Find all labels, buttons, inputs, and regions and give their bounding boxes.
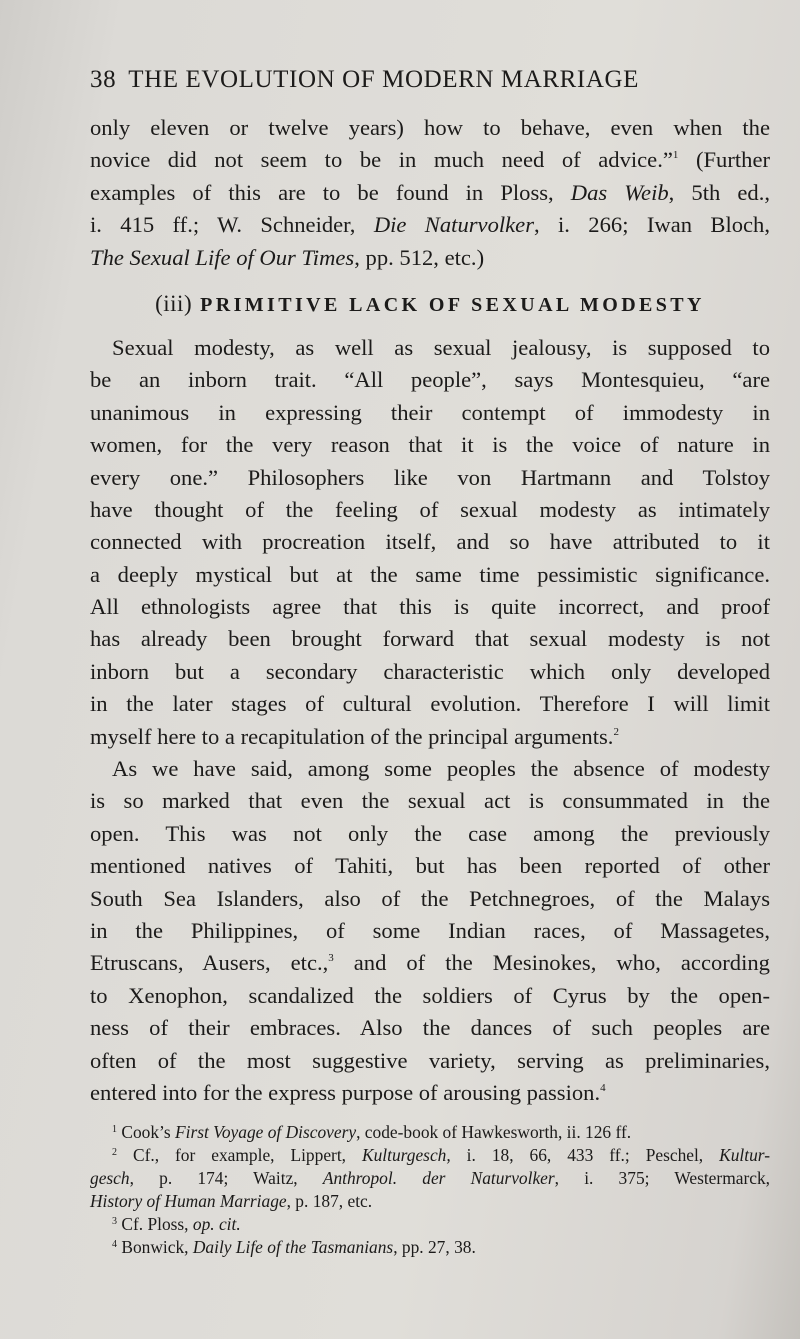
footnote-4 <box>90 1236 770 1259</box>
footnote-ref: 4 <box>600 1081 606 1094</box>
footnote-marker: 3 <box>112 1216 117 1228</box>
section-title: PRIMITIVE LACK OF SEXUAL MODESTY <box>200 293 705 316</box>
text-line: to Xenophon, scandalized the soldiers of Cyrus by the open- <box>90 982 770 1008</box>
book-title: Die Naturvolker <box>373 212 534 238</box>
text-run: , code-book of Hawkesworth, ii. 126 ff. <box>356 1122 632 1143</box>
text-run: , i. 375; Westermarck, <box>554 1168 770 1189</box>
text-run: , p. 174; Waitz, <box>129 1168 323 1189</box>
book-title: The Sexual Life of Our Times <box>90 244 355 270</box>
text-line: in the later stages of cultural evolution. Therefore I will limit <box>90 691 770 717</box>
text-run: myself here to a recapitulation of the principal arguments. <box>90 723 614 749</box>
footnote-ref: 2 <box>613 725 619 738</box>
text-line <box>90 721 770 753</box>
text-line: has already been brought forward that sexual modesty is not <box>90 626 770 652</box>
text-run: Cf. Ploss, <box>121 1214 193 1235</box>
book-title: History of Human Marriage <box>90 1191 287 1212</box>
text-line: women, for the very reason that it is the voice of nature in <box>90 432 770 458</box>
footnote-1 <box>90 1121 770 1144</box>
book-title: Anthropol. der Naturvolker <box>322 1168 555 1189</box>
running-head <box>90 62 770 98</box>
text-run: Cook’s <box>121 1122 175 1143</box>
text-line <box>90 947 770 979</box>
text-line <box>90 144 770 176</box>
text-run: i. 415 ff.; W. Schneider, <box>90 212 374 238</box>
book-title: Kultur- <box>719 1145 770 1166</box>
text-line: Sexual modesty, as well as sexual jealousy, is supposed to <box>112 334 770 360</box>
section-number: (iii) <box>155 290 193 316</box>
text-line <box>90 209 770 241</box>
running-title: THE EVOLUTION OF MODERN MARRIAGE <box>128 66 640 93</box>
text-run: , p. 187, etc. <box>286 1191 373 1212</box>
footnote-2-cont <box>90 1167 770 1190</box>
text-run: novice did not seem to be in much need of advice.” <box>90 147 673 173</box>
paragraph-sexual-modesty <box>90 332 770 753</box>
text-run: Etruscans, Ausers, etc., <box>90 950 329 976</box>
text-line: every one.” Philosophers like von Hartmann and Tolstoy <box>90 464 770 490</box>
footnote-ref: 1 <box>672 149 679 162</box>
paragraph-absence-of-modesty <box>90 753 770 1109</box>
footnote-2-cont <box>90 1190 770 1213</box>
text-line: inborn but a secondary characteristic which only developed <box>90 658 770 684</box>
text-line: All ethnologists agree that this is quite incorrect, and proof <box>90 594 770 620</box>
footnote-marker: 1 <box>112 1124 117 1136</box>
book-title: First Voyage of Discovery <box>175 1122 357 1143</box>
text-line <box>90 242 770 274</box>
text-run: (Further <box>678 147 770 173</box>
text-run: only eleven or twelve years) how to behave, even when the <box>90 115 770 140</box>
page-number: 38 <box>90 66 117 93</box>
text-run: entered into for the express purpose of arousing passion. <box>90 1079 601 1105</box>
book-title: Das Weib <box>570 179 669 205</box>
paragraph-continuation <box>90 112 770 274</box>
footnote-marker: 4 <box>112 1239 117 1251</box>
text-line: mentioned natives of Tahiti, but has been reported of other <box>90 853 770 879</box>
text-run: , i. 266; Iwan Bloch, <box>534 212 770 238</box>
footnotes <box>90 1121 770 1259</box>
book-title: Daily Life of the Tasmanians <box>192 1237 394 1258</box>
text-line <box>90 177 770 209</box>
section-heading <box>90 280 770 328</box>
text-line: South Sea Islanders, also of the Petchnegroes, of the Malays <box>90 885 770 911</box>
text-run: Bonwick, <box>121 1237 193 1258</box>
text-line: have thought of the feeling of sexual modesty as intimately <box>90 496 770 522</box>
book-page <box>90 62 770 1259</box>
text-run: , pp. 27, 38. <box>393 1237 476 1258</box>
text-run: i. 18, 66, 433 ff.; Peschel, <box>450 1145 720 1166</box>
text-line: As we have said, among some peoples the absence of modesty <box>112 756 770 782</box>
text-line: connected with procreation itself, and so have attributed to it <box>90 529 770 555</box>
text-line: in the Philippines, of some Indian races, of Massagetes, <box>90 917 770 943</box>
text-line: unanimous in expressing their contempt of immodesty in <box>90 399 770 425</box>
text-run: examples of this are to be found in Ploss, <box>90 179 571 205</box>
citation: op. cit. <box>192 1214 241 1235</box>
book-title: Kulturgesch, <box>361 1145 451 1166</box>
book-title: gesch <box>90 1168 130 1189</box>
text-line <box>90 112 770 144</box>
text-run: , 5th ed., <box>668 179 770 205</box>
text-line <box>90 1077 770 1109</box>
footnote-marker: 2 <box>112 1147 117 1159</box>
footnote-2 <box>90 1144 770 1167</box>
text-run: , pp. 512, etc.) <box>354 244 485 270</box>
footnote-ref: 3 <box>328 952 334 965</box>
text-line: a deeply mystical but at the same time pessimistic significance. <box>90 561 770 587</box>
text-run: Cf., for example, Lippert, <box>132 1145 362 1166</box>
text-line: be an inborn trait. “All people”, says Montesquieu, “are <box>90 367 770 393</box>
footnote-3 <box>90 1213 770 1236</box>
text-line: is so marked that even the sexual act is consummated in the <box>90 788 770 814</box>
text-line: open. This was not only the case among the previously <box>90 820 770 846</box>
text-line: ness of their embraces. Also the dances of such peoples are <box>90 1015 770 1041</box>
text-run: and of the Mesinokes, who, according <box>333 950 770 976</box>
text-line: often of the most suggestive variety, serving as preliminaries, <box>90 1047 770 1073</box>
